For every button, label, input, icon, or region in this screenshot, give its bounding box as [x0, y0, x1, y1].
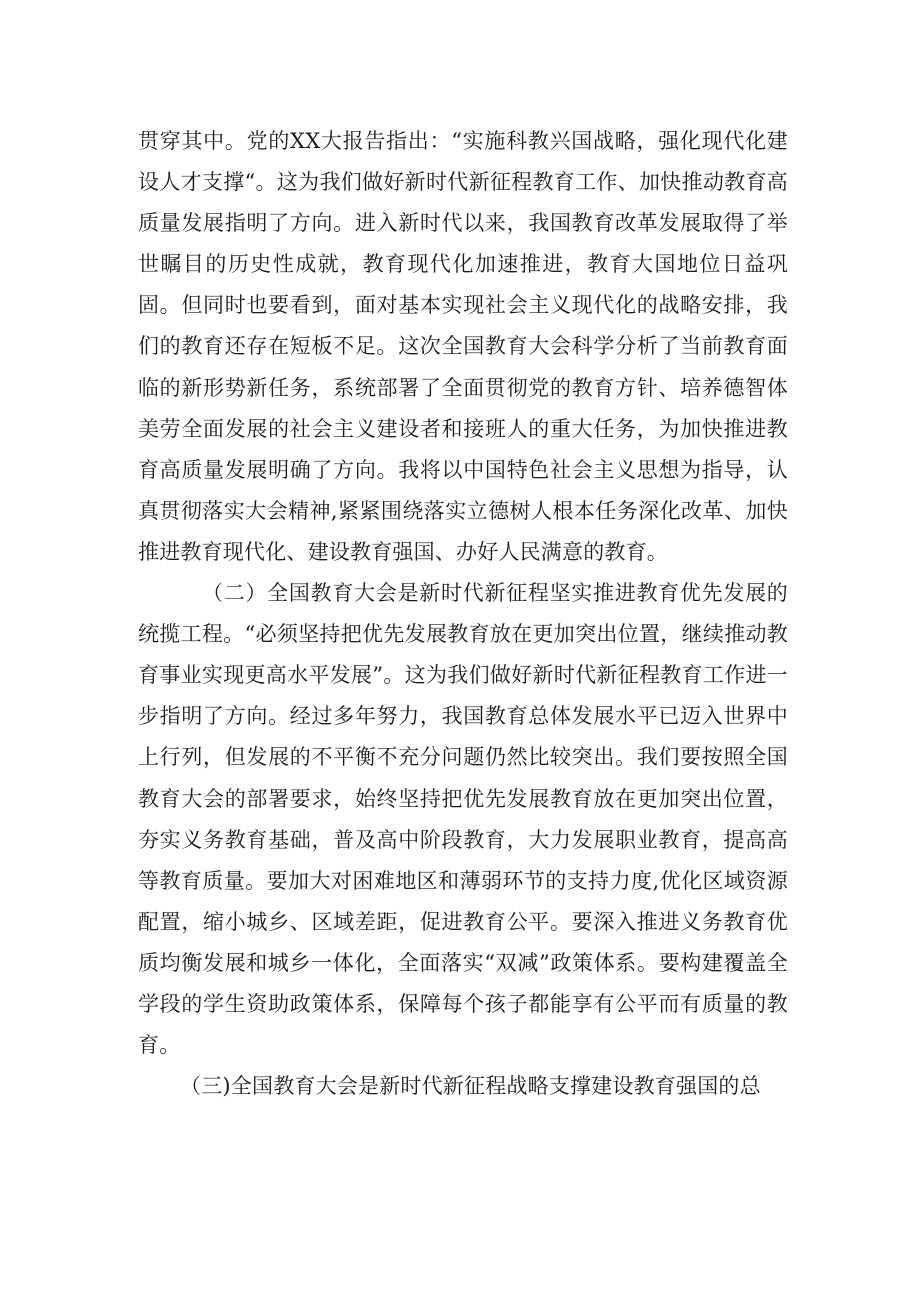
paragraph-section-three: （三)全国教育大会是新时代新征程战略支撑建设教育强国的总: [180, 1074, 761, 1099]
paragraph-continuation: 贯穿其中。党的XX大报告指出：“实施科教兴国战略，强化现代化建设人才支撑“。这为我们做好新时代新征程教育工作、加快推动教育高质量发展指明了方向。进入新时代以来，我国教育改革发展取得了举世瞩目的历史性成就，教育现代化加速推进，教育大国地位日益巩固。但同时也要看到，面对基本实现社会主义现代化的战略安排，我们的教育还存在短板不足。这次全国教育大会科学分析了当前教育面临的新形势新任务，系统部署了全面贯彻党的教育方针、培养德智体美劳全面发展的社会主义建设者和接班人的重大任务，为加快推进教育高质量发展明确了方向。我将以中国特色社会主义思想为指导，认真贯彻落实大会精神,紧紧围绕落实立德树人根本任务深化改革、加快推进教育现代化、建设教育强国、办好人民满意的教育。: [138, 129, 788, 564]
paragraph-section-two: （二）全国教育大会是新时代新征程坚实推进教育优先发展的统揽工程。“必须坚持把优先发展教育放在更加突出位置，继续推动教育事业实现更高水平发展”。这为我们做好新时代新征程教育工作进一步指明了方向。经过多年努力，我国教育总体发展水平已迈入世界中上行列，但发展的不平衡不充分问题仍然比较突出。我们要按照全国教育大会的部署要求，始终坚持把优先发展教育放在更加突出位置，夯实义务教育基础，普及高中阶段教育，大力发展职业教育，提高高等教育质量。要加大对困难地区和薄弱环节的支持力度,优化区域资源配置，缩小城乡、区域差距，促进教育公平。要深入推进义务教育优质均衡发展和城乡一体化，全面落实“双减”政策体系。要构建覆盖全学段的学生资助政策体系，保障每个孩子都能享有公平而有质量的教育。: [138, 581, 788, 1058]
document-body: [138, 121, 788, 1107]
